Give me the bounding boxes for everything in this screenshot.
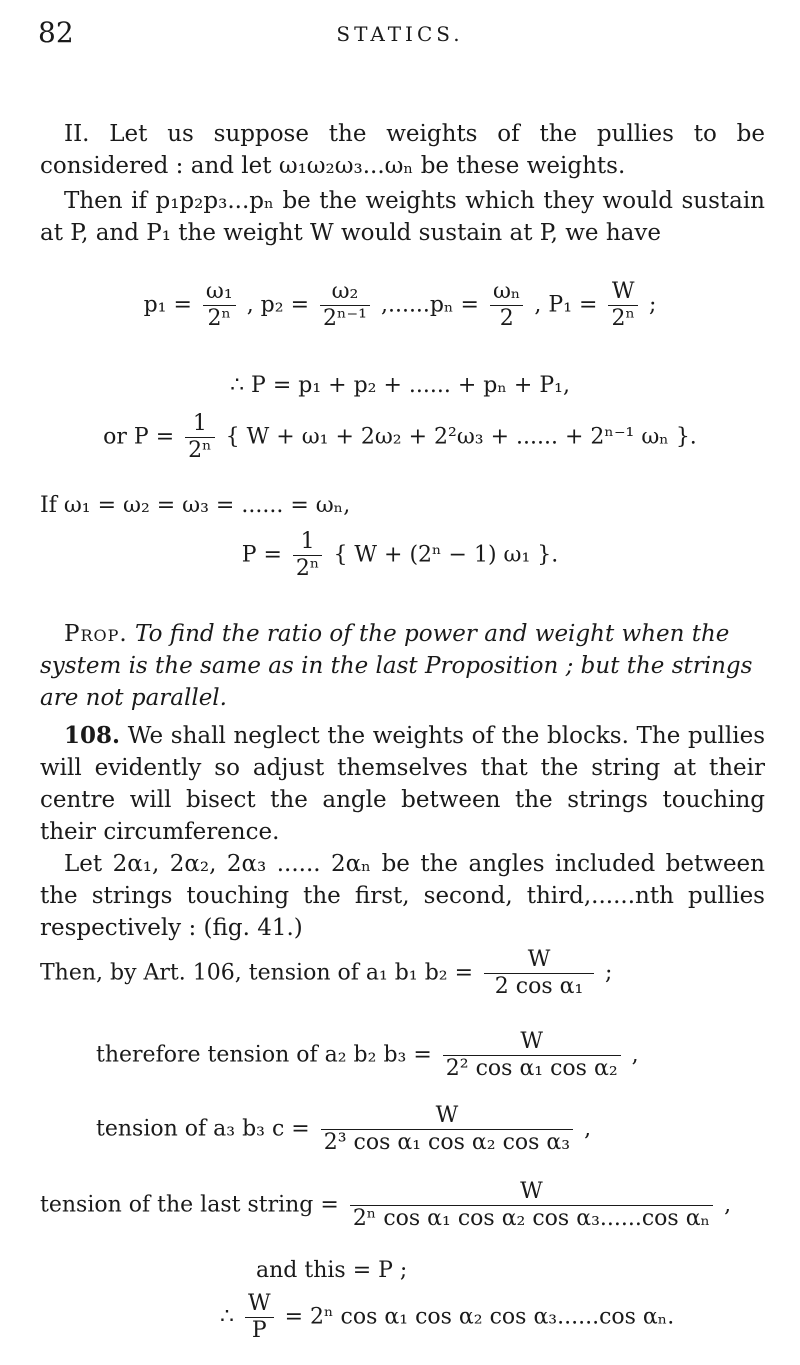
eq-post: { W + ω₁ + 2ω₂ + 2²ω₃ + ...... + 2ⁿ⁻¹ ωₙ }. xyxy=(225,424,697,450)
tension-second-label: therefore tension of a₂ b₂ b₃ = xyxy=(96,1042,432,1068)
equation-P-simplified xyxy=(0,530,800,581)
eq-p1-lhs: p₁ = xyxy=(143,292,192,318)
paragraph-108-text: We shall neglect the weights of the blocks. The pullies will evidently so adjust themselves that the string at their centre will bisect the angle between the strings touching their circumference. xyxy=(40,723,766,845)
fraction-pn xyxy=(490,280,523,331)
eq-end: , xyxy=(631,1042,639,1068)
fraction-one-over-2n xyxy=(293,530,323,581)
frac-numerator: W xyxy=(520,1029,544,1054)
eq-end: , xyxy=(724,1192,732,1218)
frac-numerator: ωₙ xyxy=(492,279,521,304)
tension-first-label: Then, by Art. 106, tension of a₁ b₁ b₂ = xyxy=(40,960,474,986)
frac-denominator: 2ⁿ xyxy=(203,305,236,331)
tension-third xyxy=(96,1104,591,1155)
eq-end: ; xyxy=(648,292,657,318)
paragraph-angles: Let 2α₁, 2α₂, 2α₃ ...... 2αₙ be the angles included between the strings touching the first, second, third,......nth pullies respectively : (fig. 41.) xyxy=(40,851,765,941)
page-header xyxy=(0,16,800,56)
frac-numerator: W xyxy=(520,1179,543,1204)
tension-last xyxy=(40,1180,731,1231)
frac-numerator: 1 xyxy=(192,411,207,436)
frac-numerator: W xyxy=(527,947,551,972)
tension-third-label: tension of a₃ b₃ c = xyxy=(96,1116,310,1142)
paragraph-weights-of-pullies: II. Let us suppose the weights of the pullies to be considered : and let ω₁ω₂ω₃...ωₙ be these weights. xyxy=(40,121,765,179)
frac-numerator: W xyxy=(611,279,635,304)
eq-pre: or P = xyxy=(103,424,175,450)
equation-equal-weights: If ω₁ = ω₂ = ω₃ = ...... = ωₙ, xyxy=(40,493,351,518)
eq-p2-lhs: , p₂ = xyxy=(246,292,310,318)
section-number: 108. xyxy=(64,722,121,749)
frac-denominator: 2ⁿ xyxy=(608,305,638,331)
equation-P-expanded xyxy=(0,412,800,463)
eq-P1-lhs: , P₁ = xyxy=(534,292,598,318)
tension-second xyxy=(96,1030,639,1081)
fraction-P1 xyxy=(608,280,638,331)
eq-pre: P = xyxy=(241,542,282,568)
fraction-tension-first xyxy=(484,948,594,999)
fraction-p1 xyxy=(203,280,236,331)
frac-denominator: 2ⁿ xyxy=(185,437,215,463)
page-number: 82 xyxy=(38,16,74,49)
and-this-equals-P: and this = P ; xyxy=(256,1258,408,1283)
frac-denominator: 2² cos α₁ cos α₂ xyxy=(443,1055,621,1081)
eq-end: , xyxy=(584,1116,592,1142)
frac-numerator: ω₁ xyxy=(205,279,233,304)
fraction-W-over-P xyxy=(245,1292,274,1343)
running-head: STATICS. xyxy=(336,22,464,46)
frac-numerator: ω₂ xyxy=(331,279,359,304)
frac-denominator: 2 cos α₁ xyxy=(484,973,594,999)
tension-first xyxy=(40,948,612,999)
equation-final xyxy=(220,1292,674,1343)
fraction-one-over-2n xyxy=(185,412,215,463)
frac-numerator: W xyxy=(248,1291,271,1316)
paragraph-weights-sustained: Then if p₁p₂p₃...pₙ be the weights which they would sustain at P, and P₁ the weight W would sustain at P, we have xyxy=(40,188,765,246)
proposition xyxy=(40,618,765,714)
eq-post: = 2ⁿ cos α₁ cos α₂ cos α₃......cos αₙ. xyxy=(284,1304,675,1330)
frac-denominator: 2ⁿ xyxy=(293,555,323,581)
eq-end: ; xyxy=(605,960,613,986)
frac-numerator: W xyxy=(435,1103,459,1128)
paragraph-108 xyxy=(40,720,765,848)
fraction-tension-third xyxy=(321,1104,573,1155)
frac-denominator: 2 xyxy=(490,305,523,331)
eq-post: { W + (2ⁿ − 1) ω₁ }. xyxy=(333,542,559,568)
eq-pre: ∴ xyxy=(220,1304,234,1330)
tension-last-label: tension of the last string = xyxy=(40,1192,339,1218)
equation-p-values xyxy=(0,280,800,331)
eq-pn-lhs: ,......pₙ = xyxy=(380,292,479,318)
frac-denominator: 2³ cos α₁ cos α₂ cos α₃ xyxy=(321,1129,573,1155)
frac-denominator: 2ⁿ cos α₁ cos α₂ cos α₃......cos αₙ xyxy=(350,1205,713,1231)
frac-denominator: 2ⁿ⁻¹ xyxy=(320,305,370,331)
frac-denominator: P xyxy=(245,1317,274,1343)
prop-label: Prop. xyxy=(64,621,128,647)
fraction-tension-last xyxy=(350,1180,713,1231)
frac-numerator: 1 xyxy=(300,529,315,554)
prop-text: To find the ratio of the power and weight when the system is the same as in the last Proposition ; but the strings are not parallel. xyxy=(40,621,753,711)
fraction-p2 xyxy=(320,280,370,331)
equation-sum-P: ∴ P = p₁ + p₂ + ...... + pₙ + P₁, xyxy=(230,373,570,398)
fraction-tension-second xyxy=(443,1030,621,1081)
